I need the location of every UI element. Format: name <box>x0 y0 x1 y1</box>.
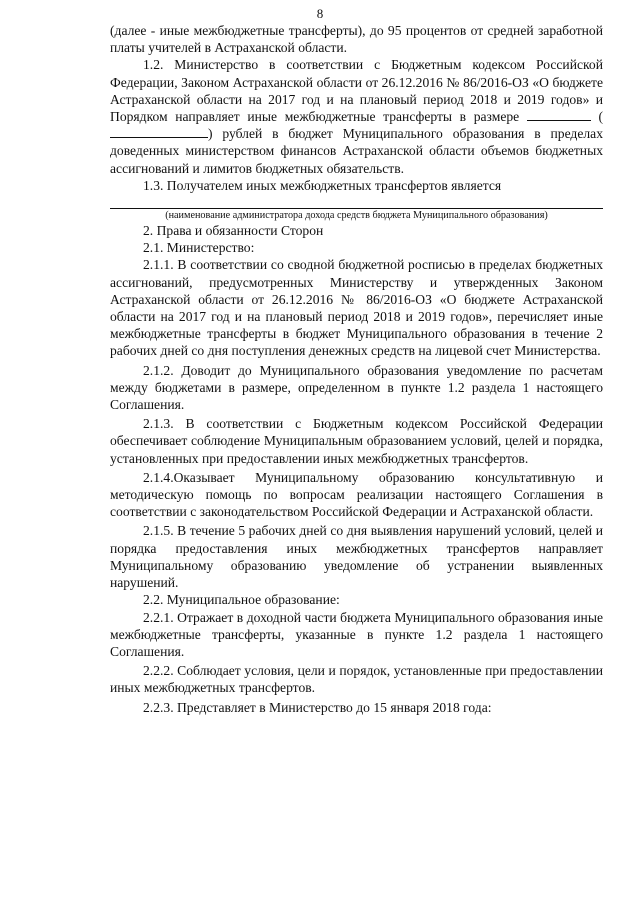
paragraph-2-2-3: 2.2.3. Представляет в Министерство до 15 января 2018 года: <box>143 699 492 715</box>
paragraph-2-1-1: 2.1.1. В соответствии со сводной бюджетной росписью в пределах бюджетных ассигнований, предусмотренных Министерству и утвержденных Законом Астраханской области от 26.12.2016 № 86/2016-ОЗ «О бюджете Астраханской области на 2017 год и на плановый период 2018 и 2019 годов», перечисляет иные межбюджетные трансферты в бюджет Муниципального образования в течение 2 рабочих дней со дня поступления денежных средств на лицевой счет Министерства. <box>110 257 603 359</box>
section-2-2-heading: 2.2. Муниципальное образование: <box>143 592 340 608</box>
paragraph-2-1-4: 2.1.4.Оказывает Муниципальному образованию консультативную и методическую помощь по вопросам реализации настоящего Соглашения в соответствии с законодательством Российской Федерации и Астраханской области. <box>110 469 603 520</box>
paragraph-2-1-3: 2.1.3. В соответствии с Бюджетным кодексом Российской Федерации обеспечивает соблюдение Муниципальным образованием условий, целей и порядка, установленных при предоставлении иных межбюджетных трансфертов. <box>110 416 603 466</box>
paragraph-2-2-2: 2.2.2. Соблюдает условия, цели и порядок, установленные при предоставлении иных межбюджетных трансфертов. <box>110 663 603 696</box>
paragraph-1-3: 1.3. Получателем иных межбюджетных трансфертов является <box>143 177 502 193</box>
amount-in-words-blank-field <box>110 127 208 138</box>
paragraph-1-2-text-start: 1.2. Министерство в соответствии с Бюджетным кодексом Российской Федерации, Законом Астраханской области от 26.12.2016 № 86/2016-ОЗ «О бюджете Астраханской области на 2017 год и на плановый период 2018 и 2019 годов» и Порядком направляет иные межбюджетные трансферты в размере <box>110 57 603 125</box>
paragraph-2-2-1: 2.2.1. Отражает в доходной части бюджета Муниципального образования иные межбюджетные трансферты, указанные в пункте 1.2 раздела 1 настоящего Соглашения. <box>110 609 603 659</box>
amount-blank-field <box>527 110 591 121</box>
recipient-caption: (наименование администратора дохода средств бюджета Муниципального образования) <box>165 210 548 222</box>
paragraph-2-1-2: 2.1.2. Доводит до Муниципального образования уведомление по расчетам между бюджетами в размере, определенном в пункте 1.2 раздела 1 настоящего Соглашения. <box>110 362 603 413</box>
paragraph-1-2-text-end: ) рублей в бюджет Муниципального образования в пределах доведенных министерством финансов Астраханской области объемов бюджетных ассигнований и лимитов бюджетных обязательств. <box>110 126 603 176</box>
recipient-blank-line <box>110 194 603 209</box>
page-number: 8 <box>316 6 324 21</box>
paragraph-1-2 <box>110 56 603 176</box>
paragraph-1-2-open-paren: ( <box>598 109 603 125</box>
paragraph-2-1-5: 2.1.5. В течение 5 рабочих дней со дня выявления нарушений условий, целей и порядка предоставления иных межбюджетных трансфертов направляет Муниципальному образованию уведомление об устранении выявленных нарушений. <box>110 523 603 591</box>
section-2-1-heading: 2.1. Министерство: <box>143 240 255 256</box>
section-2-heading: 2. Права и обязанности Сторон <box>143 223 324 239</box>
document-body <box>110 22 603 716</box>
paragraph-intro: (далее - иные межбюджетные трансферты), до 95 процентов от средней заработной платы учителей в Астраханской области. <box>110 23 603 56</box>
